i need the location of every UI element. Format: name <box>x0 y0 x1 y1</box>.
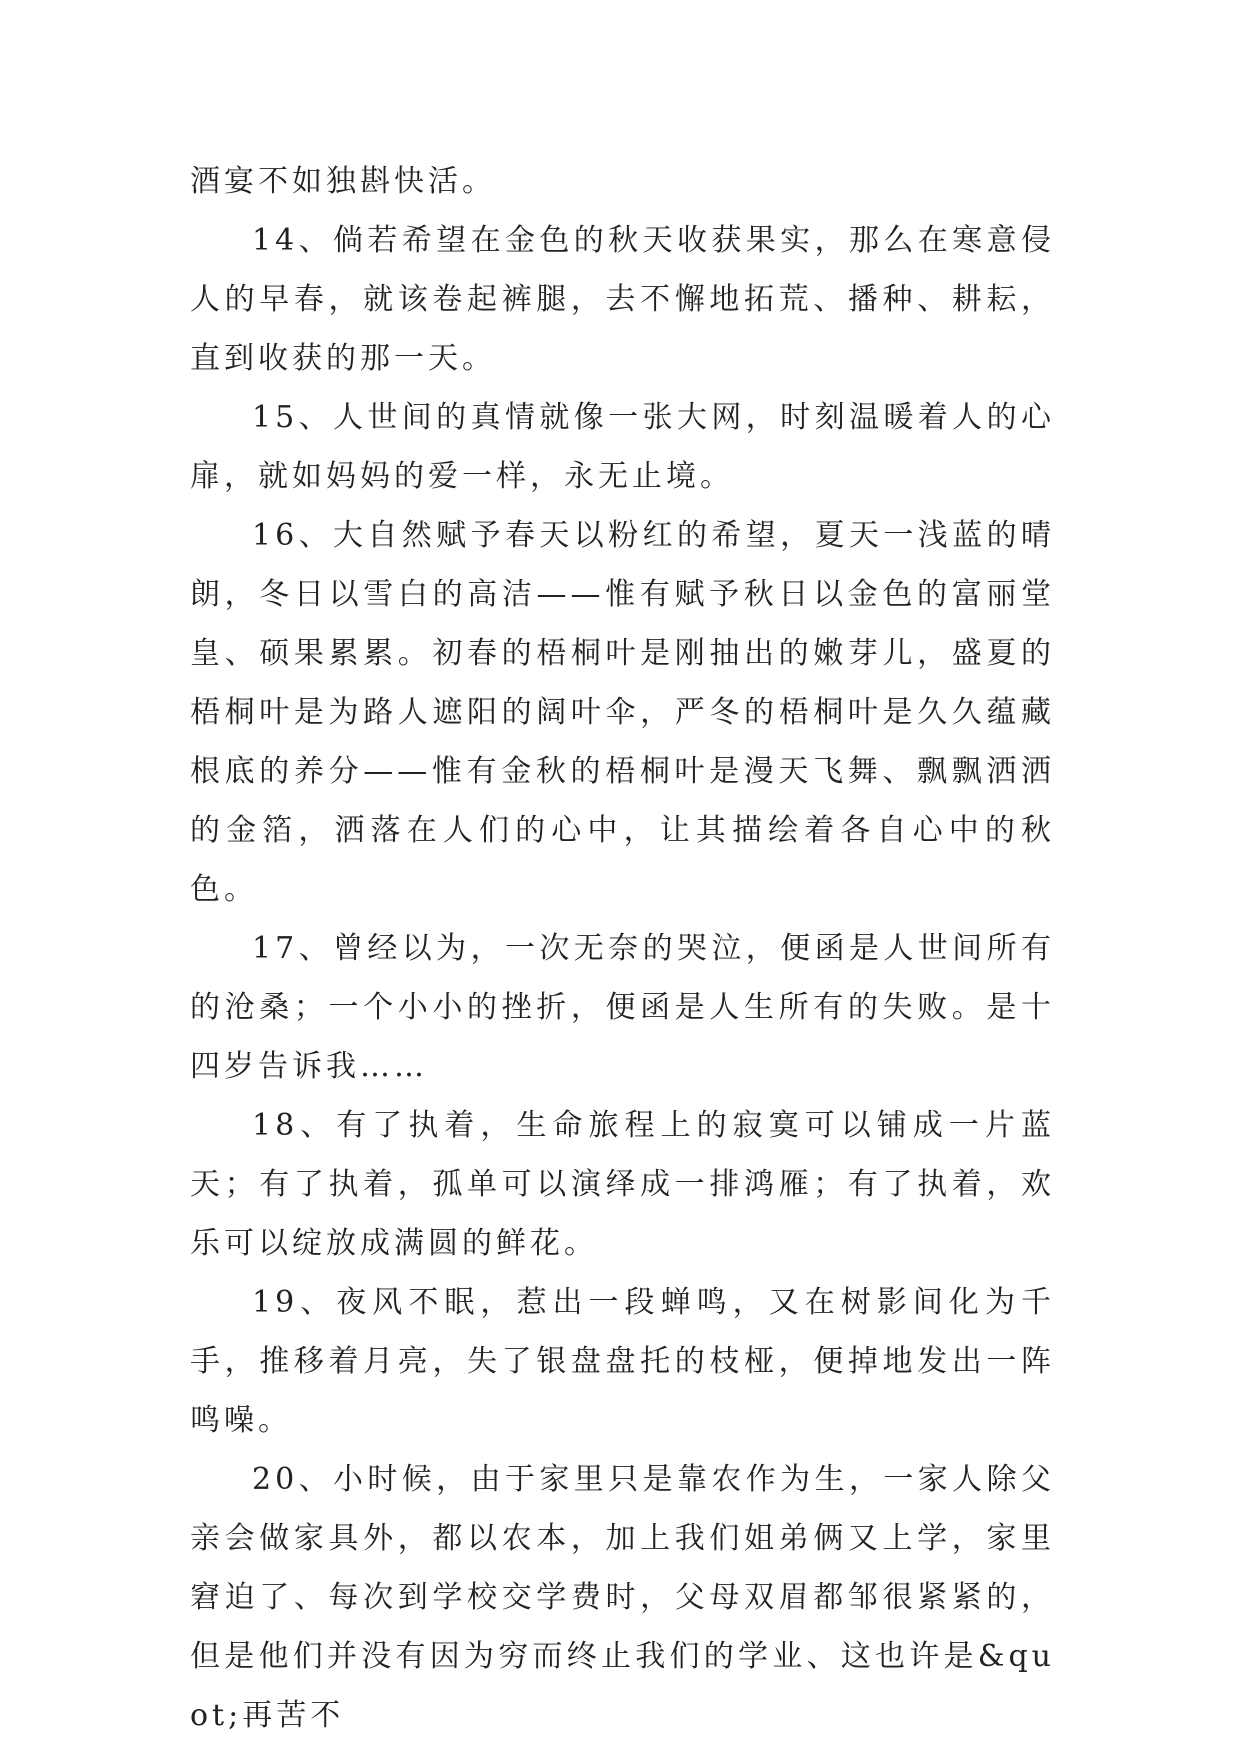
paragraph-continuation: 酒宴不如独斟快活。 <box>190 164 496 199</box>
paragraph-20: 20、小时候，由于家里只是靠农作为生，一家人除父亲会做家具外，都以农本，加上我们姐弟俩又上学，家里窘迫了、每次到学校交学费时，父母双眉都邹很紧紧的，但是他们并没有因为穷而终止我们的学业、这也许是&quot;再苦不 <box>190 1462 1055 1733</box>
paragraph-18: 18、有了执着，生命旅程上的寂寞可以铺成一片蓝天；有了执着，孤单可以演绎成一排鸿雁；有了执着，欢乐可以绽放成满圆的鲜花。 <box>190 1108 1055 1261</box>
paragraph-19: 19、夜风不眠，惹出一段蝉鸣，又在树影间化为千手，推移着月亮，失了银盘盘托的枝桠，便掉地发出一阵鸣噪。 <box>190 1285 1055 1438</box>
paragraph-14: 14、倘若希望在金色的秋天收获果实，那么在寒意侵人的早春，就该卷起裤腿，去不懈地拓荒、播种、耕耘，直到收获的那一天。 <box>190 223 1055 376</box>
paragraph-17: 17、曾经以为，一次无奈的哭泣，便函是人世间所有的沧桑；一个小小的挫折，便函是人生所有的失败。是十四岁告诉我…… <box>190 931 1055 1084</box>
paragraph-15: 15、人世间的真情就像一张大网，时刻温暖着人的心扉，就如妈妈的爱一样，永无止境。 <box>190 400 1055 494</box>
paragraph-16: 16、大自然赋予春天以粉红的希望，夏天一浅蓝的晴朗，冬日以雪白的高洁——惟有赋予秋日以金色的富丽堂皇、硕果累累。初春的梧桐叶是刚抽出的嫩芽儿，盛夏的梧桐叶是为路人遮阳的阔叶伞，严冬的梧桐叶是久久蕴藏根底的养分——惟有金秋的梧桐叶是漫天飞舞、飘飘洒洒的金箔，洒落在人们的心中，让其描绘着各自心中的秋色。 <box>190 518 1055 907</box>
document-body <box>190 152 1055 1745</box>
